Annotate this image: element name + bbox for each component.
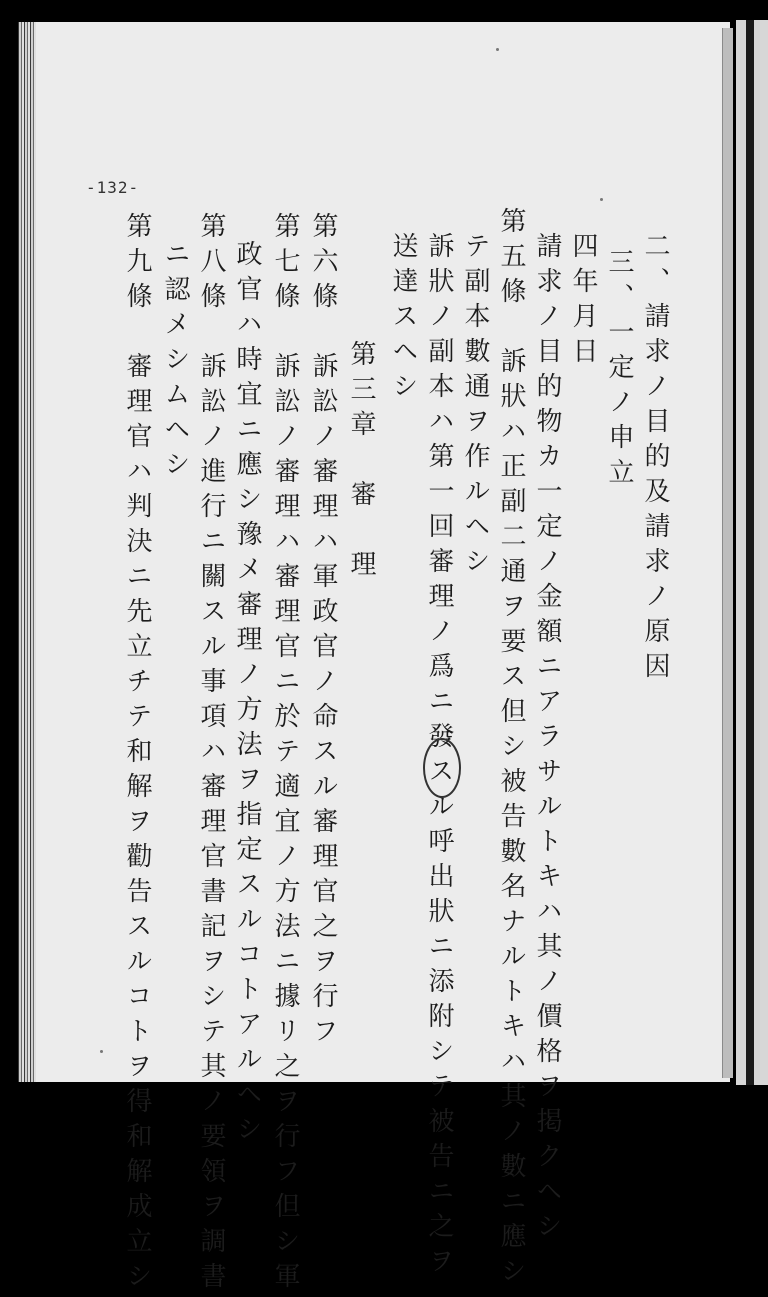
text-column: ニ認メシムヘシ: [160, 240, 190, 485]
article-5: 第五條 訴狀ハ正副二通ヲ要ス但シ被告數名ナルトキハ其ノ數ニ應シ: [496, 207, 526, 1292]
text-column: 訴狀ノ副本ハ第一回審理ノ爲ニ發スル呼出狀ニ添附シテ被告ニ之ヲ: [424, 232, 454, 1282]
adjacent-page-edge: [736, 20, 768, 1085]
page-gutter: [722, 28, 733, 1078]
article-8: 第八條 訴訟ノ進行ニ關スル事項ハ審理官書記ヲシテ其ノ要領ヲ調書: [196, 212, 226, 1297]
page-binding-edge: [18, 22, 36, 1082]
scan-speck: [496, 48, 499, 51]
text-column: 政官ハ時宜ニ應シ豫メ審理ノ方法ヲ指定スルコトアルヘシ: [232, 240, 262, 1150]
article-9: 第九條 審理官ハ判決ニ先立チテ和解ヲ勸告スルコトヲ得和解成立シ: [122, 212, 152, 1297]
page-number: -132-: [86, 178, 140, 197]
chapter-heading: 第三章 審 理: [346, 340, 376, 585]
text-column: 請求ノ目的物カ一定ノ金額ニアラサルトキハ其ノ價格ヲ掲クヘシ: [532, 232, 562, 1247]
article-7: 第七條 訴訟ノ審理ハ審理官ニ於テ適宜ノ方法ニ據リ之ヲ行フ但シ軍: [270, 212, 300, 1297]
text-column: 二、請求ノ目的及請求ノ原因: [640, 232, 670, 687]
handwritten-circle-annotation: [423, 738, 461, 798]
text-column: 三、一定ノ申立: [604, 248, 634, 493]
text-column: 四年月日: [568, 232, 598, 372]
text-column: テ副本數通ヲ作ルヘシ: [460, 232, 490, 582]
scan-speck: [600, 198, 603, 201]
text-column: 送達スヘシ: [388, 232, 418, 407]
article-6: 第六條 訴訟ノ審理ハ軍政官ノ命スル審理官之ヲ行フ: [308, 212, 338, 1052]
scan-speck: [100, 1050, 103, 1053]
